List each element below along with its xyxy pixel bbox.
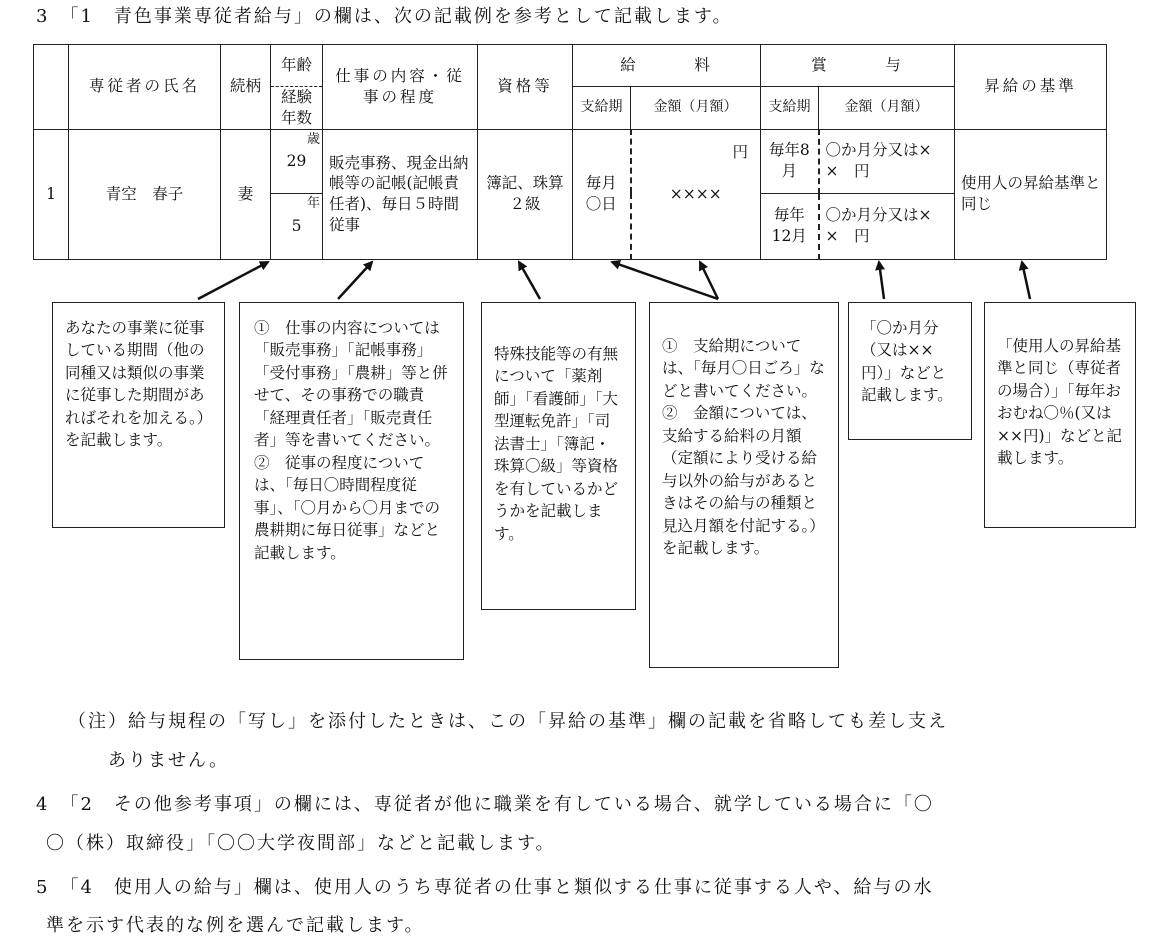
header-age: 年齢 (271, 45, 323, 87)
header-bonus-amount: 金額（月額） (819, 87, 955, 130)
header-name: 専従者の氏名 (69, 45, 221, 130)
annotation-arrows (0, 0, 1158, 320)
note-box-raise: 「使用人の昇給基準と同じ（専従者の場合）」「毎年おおむね〇％(又は××円)」などと記載します。 (984, 302, 1136, 528)
note-box-bonus: 「〇か月分（又は××円）」などと記載します。 (848, 302, 972, 440)
header-bonus: 賞 与 (761, 45, 955, 87)
experience-unit: 年 (306, 195, 320, 211)
employee-experience: 5 (291, 216, 302, 235)
bonus1-period: 毎年8月 (761, 129, 819, 193)
bonus2-period: 毎年12月 (761, 193, 819, 259)
employee-age: 29 (286, 151, 307, 170)
arrow-bonus (879, 262, 884, 299)
header-salary: 給 料 (573, 45, 761, 87)
arrow-qualification (519, 262, 540, 299)
note-box-experience: あなたの事業に従事している期間（他の同種又は類似の事業に従事した期間があればそれを加える。）を記載します。 (52, 302, 225, 528)
paragraph5-line-1: 5 「4 使用人の給与」欄は、使用人のうち専従者の仕事と類似する仕事に従事する人や、給与の水 (36, 877, 934, 898)
header-salary-period: 支給期 (573, 87, 631, 130)
arrow-raise (1022, 262, 1030, 299)
employee-relation: 妻 (221, 129, 271, 259)
paragraph4-line-2: 〇（株）取締役」「〇〇大学夜間部」などと記載します。 (46, 833, 556, 854)
bonus2-amount: 〇か月分又は× × 円 (819, 193, 955, 259)
header-experience: 経験年数 (271, 87, 323, 130)
note-box-salary: ① 支給期については、「毎月〇日ごろ」などと書いてください。 ② 金額については、支給する給料の月額（定額により受ける給与以外の給与があるときはその給与の種類と見込月額を付記する。）を記載します。 (649, 302, 839, 668)
header-salary-amount: 金額（月額） (631, 87, 761, 130)
salary-unit: 円 (732, 142, 749, 161)
employee-name: 青空 春子 (69, 129, 221, 259)
note-box-qualification: 特殊技能等の有無について「薬剤師」「看護師」「大型運転免許」「司法書士」「簿記・珠算〇級」等資格を有しているかどうかを記載します。 (481, 302, 636, 610)
note-box-work: ① 仕事の内容については「販売事務」「記帳事務」「受付事務」「農耕」等と併せて、その事務での職責「経理責任者」「販売責任者」等を書いてください。 ② 従事の程度については、「毎日〇時間程度従事」、「〇月から〇月までの農耕期に毎日従事」などと記載します。 (239, 302, 464, 660)
qualification: 簿記、珠算２級 (478, 129, 573, 259)
header-qualification: 資格等 (478, 45, 573, 130)
work-content: 販売事務、現金出納帳等の記帳(記帳責任者)、毎日５時間従事 (323, 129, 478, 259)
arrow-experience (198, 262, 268, 299)
header-bonus-period: 支給期 (761, 87, 819, 130)
header-work: 仕事の内容・従事の程度 (323, 45, 478, 130)
age-unit: 歳 (306, 131, 320, 147)
note-line-2: ありません。 (108, 750, 230, 771)
arrow-work (338, 262, 372, 299)
header-raise: 昇給の基準 (955, 45, 1107, 130)
row-number: 1 (34, 129, 69, 259)
section-heading: 3 「1 青色事業専従者給与」の欄は、次の記載例を参考として記載します。 (36, 6, 733, 27)
salary-amount: ×××× (669, 184, 722, 203)
paragraph4-line-1: 4 「2 その他参考事項」の欄には、専従者が他に職業を有している場合、就学している場合に「〇 (36, 794, 934, 815)
bonus1-amount: 〇か月分又は× × 円 (819, 129, 955, 193)
raise-basis: 使用人の昇給基準と同じ (955, 129, 1107, 259)
paragraph5-line-2: 準を示す代表的な例を選んで記載します。 (46, 915, 425, 936)
note-line-1: （注）給与規程の「写し」を添付したときは、この「昇給の基準」欄の記載を省略しても差し支え (68, 711, 948, 732)
salary-period: 毎月〇日 (573, 129, 631, 259)
header-relation: 続柄 (221, 45, 271, 130)
